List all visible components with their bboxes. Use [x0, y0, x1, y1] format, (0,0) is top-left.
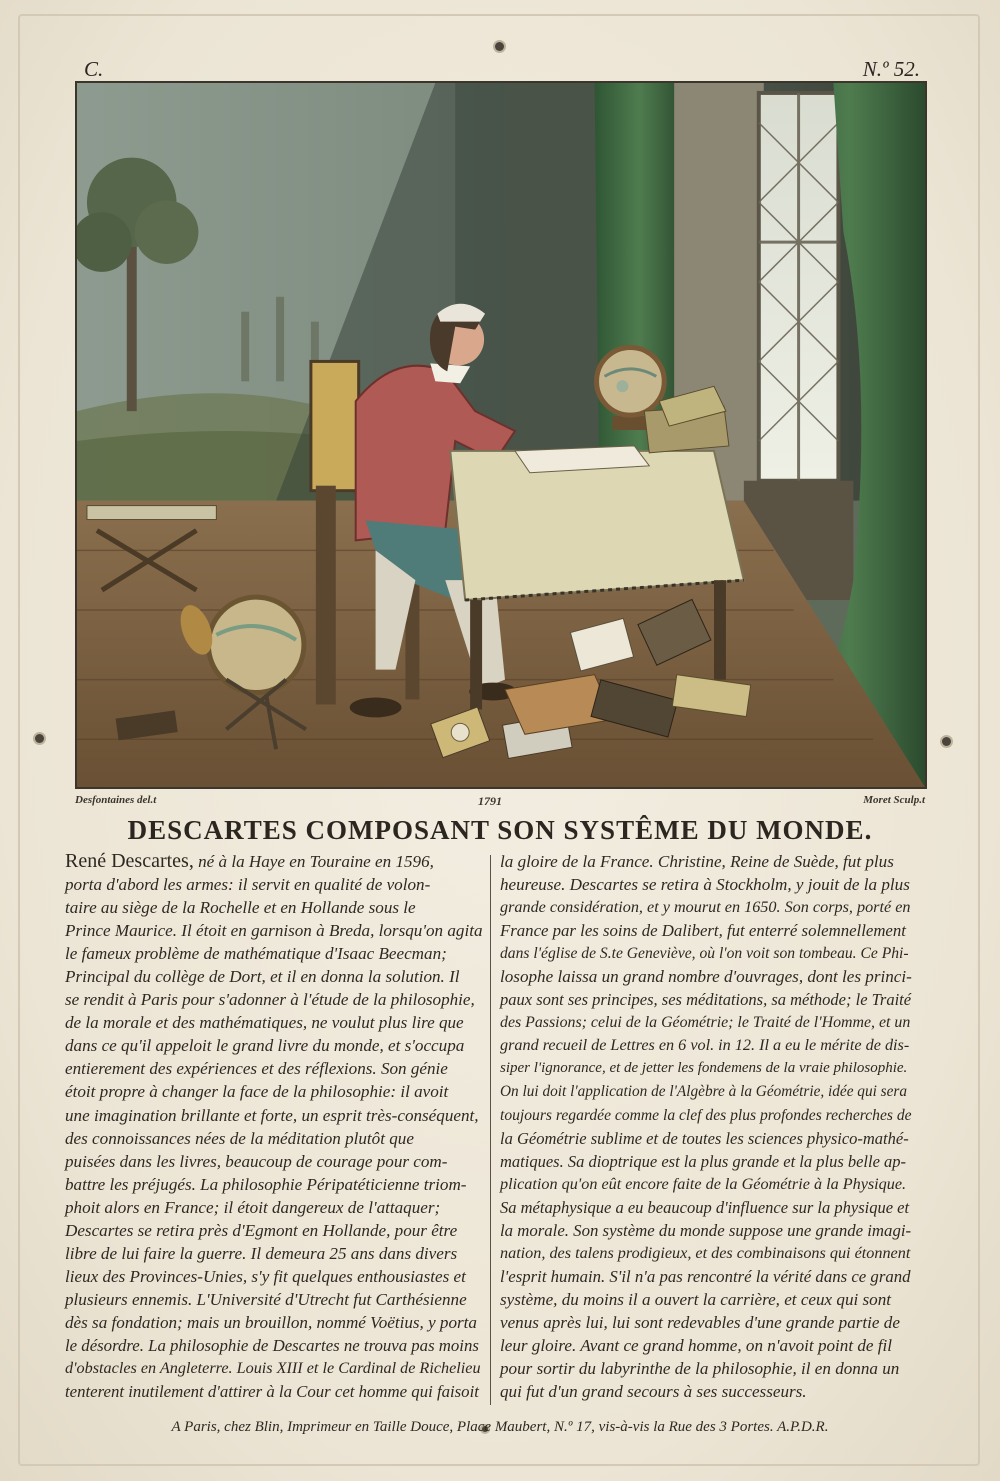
text-line: On lui doit l'application de l'Algèbre à la Géométrie, idée qui sera [500, 1083, 908, 1101]
text-line: la Géométrie sublime et de toutes les sciences physico-mathé- [500, 1128, 909, 1148]
text-line: Sa métaphysique a eu beaucoup d'influence sur la physique et [500, 1197, 910, 1217]
publisher-imprint: A Paris, chez Blin, Imprimeur en Taille Douce, Place Maubert, N.º 17, vis-à-vis la Rue des 3 Portes. A.P.D.R. [171, 1419, 829, 1435]
text-line: siper l'ignorance, et de jetter les fondemens de la vraie philosophie. [500, 1060, 908, 1077]
plate-number: N.º 52. [862, 57, 920, 81]
text-line: battre les préjugés. La philosophie Péripatéticienne triom- [65, 1174, 467, 1194]
text-line: plusieurs ennemis. L'Université d'Utrecht fut Carthésienne [65, 1289, 467, 1309]
pin-hole-top [495, 42, 504, 51]
text-line: Principal du collège de Dort, et il en donna la solution. Il [65, 967, 460, 987]
text-line: tenterent inutilement d'attirer à la Cour cet homme qui faisoit [65, 1382, 479, 1402]
text-line: libre de lui faire la guerre. Il demeura 25 ans dans divers [65, 1243, 458, 1263]
text-line: système, du moins il a ouvert la carrière, et ceux qui sont [500, 1289, 892, 1309]
page-title: DESCARTES COMPOSANT SON SYSTÊME DU MONDE. [127, 815, 873, 845]
text-line-first [65, 850, 483, 873]
text-line: puisées dans les livres, beaucoup de courage pour com- [65, 1151, 448, 1171]
text-line: qui fut d'un grand secours à ses successeurs. [500, 1382, 807, 1402]
text-line: paux sont ses principes, ses méditations, sa méthode; le Traité [500, 990, 912, 1010]
text-line: dans ce qu'il appeloit le grand livre du monde, et s'occupa [65, 1036, 465, 1056]
text-line: grand recueil de Lettres en 6 vol. in 12. Il a eu le mérite de dis- [500, 1036, 910, 1055]
text-line: taire au siège de la Rochelle et en Hollande sous le [65, 898, 416, 918]
text-column-right [500, 850, 912, 1403]
text-line: grande considération, et y mourut en 1650. Son corps, porté en [500, 898, 911, 917]
date-credit: 1791 [478, 794, 502, 808]
dropcap-name: René Descartes, [65, 850, 194, 872]
engraver-credit: Moret Sculp.t [863, 794, 925, 806]
text-line: le désordre. La philosophie de Descartes ne trouva pas moins [65, 1335, 479, 1355]
text-line: l'esprit humain. S'il n'a pas rencontré la vérité dans ce grand [500, 1266, 911, 1286]
text-line: heureuse. Descartes se retira à Stockholm, y jouit de la plus [500, 875, 910, 895]
text-line: porta d'abord les armes: il servit en qualité de volon- [65, 875, 431, 895]
text-line: entierement des expériences et des réflexions. Son génie [65, 1059, 448, 1079]
text-line: toujours regardée comme la clef des plus profondes recherches de [500, 1106, 912, 1124]
plate-letter: C. [84, 57, 104, 81]
text-line: né à la Haye en Touraine en 1596, [193, 852, 434, 871]
pin-hole-left [35, 734, 44, 743]
text-line: lieux des Provinces-Unies, s'y fit quelques enthousiastes et [65, 1266, 466, 1286]
text-line: étoit propre à changer la face de la philosophie: il avoit [65, 1082, 449, 1102]
text-line: plication qu'on eût encore faite de la Géométrie à la Physique. [500, 1174, 907, 1193]
text-line: des Passions; celui de la Géométrie; le Traité de l'Homme, et un [500, 1014, 911, 1032]
text-line: venus après lui, lui sont redevables d'une grande partie de [500, 1312, 900, 1332]
pin-hole-right [942, 737, 951, 746]
text-line: dans l'église de S.te Geneviève, où l'on voit son tombeau. Ce Phi- [500, 945, 909, 963]
draughtsman-credit: Desfontaines del.t [75, 794, 157, 806]
text-column-left [65, 850, 483, 1403]
text-line: nation, des talens prodigieux, et des combinaisons qui étonnent [500, 1243, 911, 1262]
text-line: pour sortir du labyrinthe de la philosophie, il en donna un [500, 1359, 900, 1379]
text-line: leur gloire. Avant ce grand homme, on n'avoit point de fil [500, 1335, 893, 1355]
text-line: des connoissances nées de la méditation plutôt que [65, 1128, 414, 1148]
descartes-study-scene [77, 83, 925, 787]
text-line: une imagination brillante et forte, un esprit très-conséquent, [65, 1105, 479, 1125]
text-line: la gloire de la France. Christine, Reine de Suède, fut plus [500, 852, 894, 871]
text-line: le fameux problème de mathématique d'Isaac Beecman; [65, 944, 447, 964]
text-line: d'obstacles en Angleterre. Louis XIII et le Cardinal de Richelieu [65, 1359, 481, 1378]
text-line: matiques. Sa dioptrique est la plus grande et la plus belle ap- [500, 1151, 907, 1171]
text-line: losophe laissa un grand nombre d'ouvrages, dont les princi- [500, 967, 912, 987]
column-divider [490, 855, 491, 1405]
text-line: phoit alors en France; il étoit dangereux de l'attaquer; [65, 1197, 441, 1217]
text-line: Descartes se retira près d'Egmont en Hollande, pour être [65, 1220, 458, 1240]
text-line: France par les soins de Dalibert, fut enterré solemnellement [500, 921, 906, 941]
text-line: la morale. Son système du monde suppose une grande imagi- [500, 1220, 912, 1240]
engraving-illustration [75, 81, 927, 789]
text-line: de la morale et des mathématiques, ne voulut plus lire que [65, 1013, 464, 1033]
text-line: dès sa fondation; mais un brouillon, nommé Voëtius, y porta [65, 1312, 477, 1332]
text-line: se rendit à Paris pour s'adonner à l'étude de la philosophie, [65, 990, 475, 1010]
text-line: Prince Maurice. Il étoit en garnison à Breda, lorsqu'on agita [65, 921, 483, 941]
